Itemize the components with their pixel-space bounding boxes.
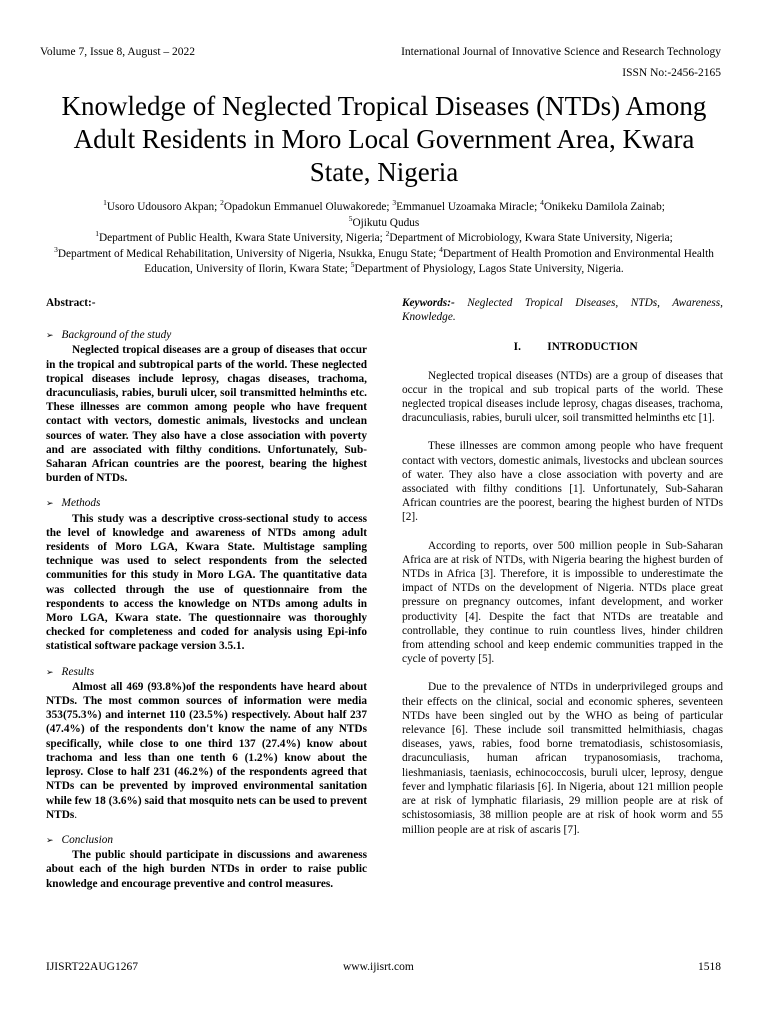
author-sup: 1 (103, 198, 107, 208)
bullet-arrow-icon: ➢ (46, 331, 54, 342)
keywords-text: Neglected Tropical Diseases, NTDs, Awareness, Knowledge. (402, 297, 723, 324)
page-number: 1518 (698, 961, 721, 973)
methods-heading-label: Methods (61, 497, 101, 510)
author-name: Onikeku Damilola Zainab; (543, 201, 665, 213)
bullet-arrow-icon: ➢ (46, 667, 54, 678)
intro-paragraph: Neglected tropical diseases (NTDs) are a group of diseases that occur in the tropical and sub tropical parts of the world. These neglected tropical diseases include leprosy, chagas diseases, trachoma, dracunculiasis, rabies, buruli ulcer, soil transmitted helminths etc [1]. (402, 369, 723, 425)
conclusion-heading (46, 833, 367, 848)
results-heading-label: Results (61, 665, 95, 678)
background-text: Neglected tropical diseases are a group of diseases that occur in the tropical and subtropical parts of the world. These neglected tropical diseases include leprosy, chagas diseases, trachoma, dracunculiasis, rabies, buruli ulcer, soil transmitted helminths etc. These illnesses are common among people who have frequent contact with vectors, domestic animals, livestocks and unclean sources of water. They also have a close association with poverty and are associated with filthy conditions. Unfortunately, Sub-Saharan African countries are the poorest, bearing the highest burden of NTDs. (46, 344, 367, 485)
intro-paragraph: Due to the prevalence of NTDs in underprivileged groups and their effects on the clinical, social and economic spheres, seventeen NTDs have been singled out by the WHO as being of particular relevance [6]. These include soil transmitted helmithiasis, chagas diseases, yaws, rabies, food borne trematodiasis, schistosomiasis, dracunculiasis, human african trypanosomiasis, trachoma, lieshmaniasis, taeniasis, echinococcosis, buruli ulcer, leprosy, dengue fever and lymphatic filariasis [6]. In Nigeria, about 121 million people are at risk of lymphatic filariasis, 29 million people are at risk of schistosomiasis, 38 million people are at risk of hook worm and 55 million people are at risk of ascaris [7]. (402, 681, 723, 836)
background-heading (46, 328, 367, 343)
section-heading (402, 340, 723, 354)
bullet-arrow-icon: ➢ (46, 499, 54, 510)
abstract-heading: Abstract:- (46, 297, 96, 309)
results-heading (46, 665, 367, 680)
author-name: Usoro Udousoro Akpan; (106, 201, 221, 213)
author-sup: 4 (540, 198, 544, 208)
affiliation-sup: 2 (385, 229, 390, 239)
keywords-label: Keywords:- (402, 297, 455, 309)
methods-heading (46, 496, 367, 511)
author-sup: 5 (348, 213, 353, 223)
section-number: I. (513, 341, 521, 354)
results-end: . (74, 808, 78, 821)
methods-text: This study was a descriptive cross-sectional study to access the level of knowledge and awareness of NTDs among adult residents of Moro LGA, Kwara State. Multistage sampling technique was used to select respondents from the selected communities for this study in Moro LGA. The quantitative data was collected through the use of questionnaire from the respondents to access the knowledge on NTDs among adults in Moro LGA, Kwara state. The questionnaire was thoroughly checked for completeness and coded for analysis using Epi-info statistical software package version 3.5.1. (46, 512, 367, 653)
keywords (402, 296, 723, 324)
affiliation-text: Department of Microbiology, Kwara State University, Nigeria; (389, 232, 673, 244)
intro-paragraph: According to reports, over 500 million people in Sub-Saharan Africa are at risk of NTDs, with Nigeria bearing the highest burden of NTDs in Africa [3]. Therefore, it is impossible to underestimate the impact of NTDs on the development of Nigeria. NTDs place great pressure on pregnancy outcomes, infant development, and worker productivity [4]. Despite the fact that NTDs are treatable and controllable, they continue to ruin countless lives, hinder children from attending school and keep endemic communities trapped in the cycle of poverty [5]. (402, 539, 723, 666)
journal-volume: Volume 7, Issue 8, August – 2022 (40, 46, 196, 58)
section-title: INTRODUCTION (547, 341, 638, 354)
author-block (40, 200, 728, 278)
paper-id: IJISRT22AUG1267 (46, 961, 138, 973)
author-sup: 3 (392, 198, 397, 208)
affiliation-text: Department of Physiology, Lagos State University, Nigeria. (354, 263, 624, 275)
affiliation-text: Department of Health Promotion and Environmental Health Education, University of Ilorin, Kwara State; (144, 247, 714, 275)
author-name: Ojikutu Qudus (352, 216, 420, 229)
author-names (40, 200, 728, 231)
background-heading-label: Background of the study (61, 329, 172, 342)
affiliation-text: Department of Public Health, Kwara State University, Nigeria; (98, 232, 386, 244)
results-text: Almost all 469 (93.8%)of the respondents have heard about NTDs. The most common sources of information were media 353(75.3%) and internet 110 (23.5%) respectively. About half 237 (47.4%) of the respondents don't know the name of any NTDs specifically, while close to one third 137 (27.4%) know about trachoma and less than one tenth 6 (1.2%) know about the leprosy. Close to half 231 (46.2%) of the respondents agreed that NTDs can be prevented by improved environmental sanitation while few 18 (3.6%) said that mosquito nets can be used to prevent NTDs (46, 680, 367, 821)
affiliation-text: Department of Medical Rehabilitation, University of Nigeria, Nsukka, Enugu State; (57, 247, 440, 260)
author-affiliations (40, 231, 728, 278)
author-name: Opadokun Emmanuel Oluwakorede; (223, 201, 393, 213)
conclusion-text: The public should participate in discussions and awareness about each of the high burden NTDs in order to raise public knowledge and encourage preventive and control measures. (46, 849, 367, 890)
abstract-column (46, 296, 367, 891)
affiliation-sup: 5 (350, 260, 355, 270)
bullet-arrow-icon: ➢ (46, 835, 54, 846)
conclusion-heading-label: Conclusion (61, 833, 114, 846)
journal-website[interactable]: www.ijisrt.com (343, 961, 414, 973)
author-name: Emmanuel Uzoamaka Miracle; (396, 201, 541, 213)
affiliation-sup: 1 (95, 229, 99, 239)
paper-title: Knowledge of Neglected Tropical Diseases (NTDs) Among Adult Residents in Moro Local Government Area, Kwara State, Nigeria (61, 91, 707, 187)
body-column (402, 296, 723, 851)
intro-paragraph: These illnesses are common among people who have frequent contact with vectors, domestic animals, livestocks and ubclean sources of water. They also have a close association with poverty and are associated with filthy conditions [1]. Unfortunately, Sub-Saharan African countries are the poorest, bearing the highest burden of NTDs [2]. (402, 440, 723, 524)
results-paragraph (46, 680, 367, 822)
journal-issn: ISSN No:-2456-2165 (622, 67, 721, 79)
affiliation-sup: 4 (439, 244, 443, 254)
affiliation-sup: 3 (54, 244, 58, 254)
journal-name: International Journal of Innovative Science and Research Technology (401, 46, 721, 58)
author-sup: 2 (220, 198, 224, 208)
